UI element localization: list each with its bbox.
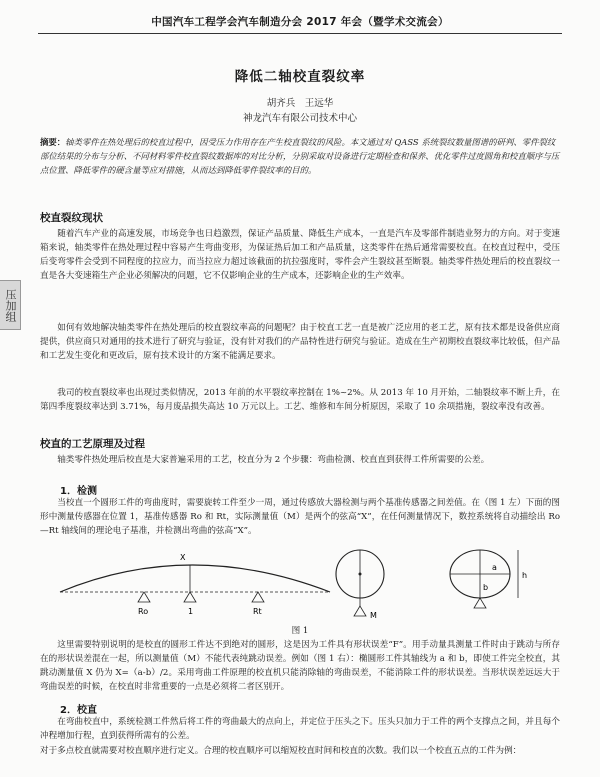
- figure-1: [40, 540, 560, 622]
- label-h: h: [522, 571, 528, 580]
- section1-paragraph-3: 我司的校直裂纹率也出现过类似情况，2013 年前的水平裂纹率控制在 1%~2%。从 2013 年 10 月开始，二轴裂纹率不断上升，在第四季度裂纹率达到 3.71%，每月废品损失高达 10 万元以上。工艺、维修和车间分析原因，采取了 10 余项措施，裂纹率没有改善。: [40, 388, 560, 412]
- subsection-detection-title: 1．检测: [60, 486, 97, 497]
- abstract: [40, 135, 560, 177]
- closing-paragraph: 对于多点校直就需要对校直顺序进行定义。合理的校直顺序可以缩短校直时间和校直的次数。我们以一个校直五点的工件为例：: [40, 746, 522, 756]
- subsection-straightening-title: 2．校直: [60, 705, 97, 716]
- section2-intro: 轴类零件热处理后校直是大家普遍采用的工艺，校直分为 2 个步骤：弯曲检测、校直直到获得工件所需要的公差。: [57, 455, 490, 465]
- paper-title: 降低二轴校直裂纹率: [234, 69, 366, 85]
- probe-right: [474, 598, 486, 608]
- section-heading-status: 校直裂纹现状: [40, 212, 103, 224]
- running-header: 中国汽车工程学会汽车制造分会 2017 年会（暨学术交流会）: [151, 16, 449, 28]
- section1-paragraph-1: 随着汽车产业的高速发展，市场竞争也日趋激烈，保证产品质量、降低生产成本，一直是汽车及零部件制造业努力的方向。对于变速箱来说，轴类零件在热处理过程中容易产生弯曲变形，为保证热后加工和产品质量，这类零件在热后通常需要校直。在校直过程中，受压后变弯零件会受到不同程度的拉应力，而当拉应力超过该截面的抗拉强度时，零件会产生裂纹甚至断裂。轴类零件热处理后的校直裂纹一直是各大变速箱生产企业必须解决的问题，它不仅影响企业的生产成本，还影响企业的生产效率。: [40, 229, 560, 281]
- affiliation: 神龙汽车有限公司技术中心: [242, 113, 357, 124]
- label-rt: Rt: [253, 607, 262, 616]
- label-x: X: [180, 553, 186, 562]
- header-rule: [38, 33, 562, 34]
- label-ro: Ro: [138, 607, 149, 616]
- label-m: M: [370, 611, 377, 620]
- subsection-detection-text: 当校直一个圆形工件的弯曲度时，需要旋转工件至少一周，通过传感放大器检测与两个基准传感器之间差值。在（图 1 左）下面的图形中测量传感器在位置 1，基准传感器 Ro 和 Rt，实际测量值（M）是两个的弦高“X”，在任何测量情况下，数控系统将自动描绘出 Ro—Rt 轴线间的理论电子基准，并检测出弯曲的弦高“X”。: [40, 498, 560, 536]
- support-rt: [252, 592, 264, 602]
- label-a: a: [492, 563, 497, 572]
- sensor-1: [184, 592, 196, 602]
- label-one: 1: [188, 607, 194, 616]
- side-tab: 压加组: [0, 280, 21, 330]
- figure-1-caption: 图 1: [291, 626, 309, 636]
- support-ro: [138, 592, 150, 602]
- section1-paragraph-2: 如何有效地解决轴类零件在热处理后的校直裂纹率高的问题呢？由于校直工艺一直是被广泛应用的老工艺，原有技术都是设备供应商提供，供应商只对通用的技术进行了研究与验证，没有针对我们的产品特性进行研究与验证。造成在生产初期校直裂纹率比较低，但产品和工艺发生变化和更改后，原有技术设计的方案不能满足要求。: [40, 323, 560, 361]
- abstract-text: 轴类零件在热处理后的校直过程中，因受压力作用存在产生校直裂纹的风险。本文通过对 QASS 系统裂纹数量图谱的研判、零件裂纹部位结果的分布与分析、不同材料零件校直裂纹数据库的对比分析，分别采取对设备进行定期检查和保养、优化零件过度圆角和校直顺序与压点位置、降低零件的硬含量等应对措施，从而达到降低零件裂纹率的目的。: [40, 137, 560, 175]
- authors: 胡齐兵 王远华: [266, 98, 334, 109]
- label-b: b: [483, 583, 489, 592]
- section-heading-principle: 校直的工艺原理及过程: [40, 438, 145, 450]
- probe-m: [354, 606, 366, 616]
- figure-explanation: 这里需要特别说明的是校直的圆形工件达不到绝对的圆形，这是因为工件具有形状误差“F”。用手动量具测量工件时由于跳动与所存在的形状误差混在一起，所以测量值（M）不能代表纯跳动误差。例如（图 1 右）：椭圆形工件其轴线为 a 和 b，即使工件完全校直，其跳动测量值 X 仍为 X=（a-b）/2。采用弯曲工件原理的校直机只能消除轴的弯曲误差，不能消除工件的形状误差。当形状误差远远大于弯曲误差的时候，在校直时非常重要的一点是必须将二者区别开。: [40, 640, 560, 692]
- abstract-label: 摘要：: [40, 137, 66, 147]
- subsection-straightening-text: 在弯曲校直中，系统检测工件然后将工件的弯曲最大的点向上，并定位于压头之下。压头只加力于工件的两个支撑点之间，并且每个冲程增加行程，直到获得所需有的公差。: [40, 717, 560, 741]
- bent-shaft-curve: [60, 565, 330, 592]
